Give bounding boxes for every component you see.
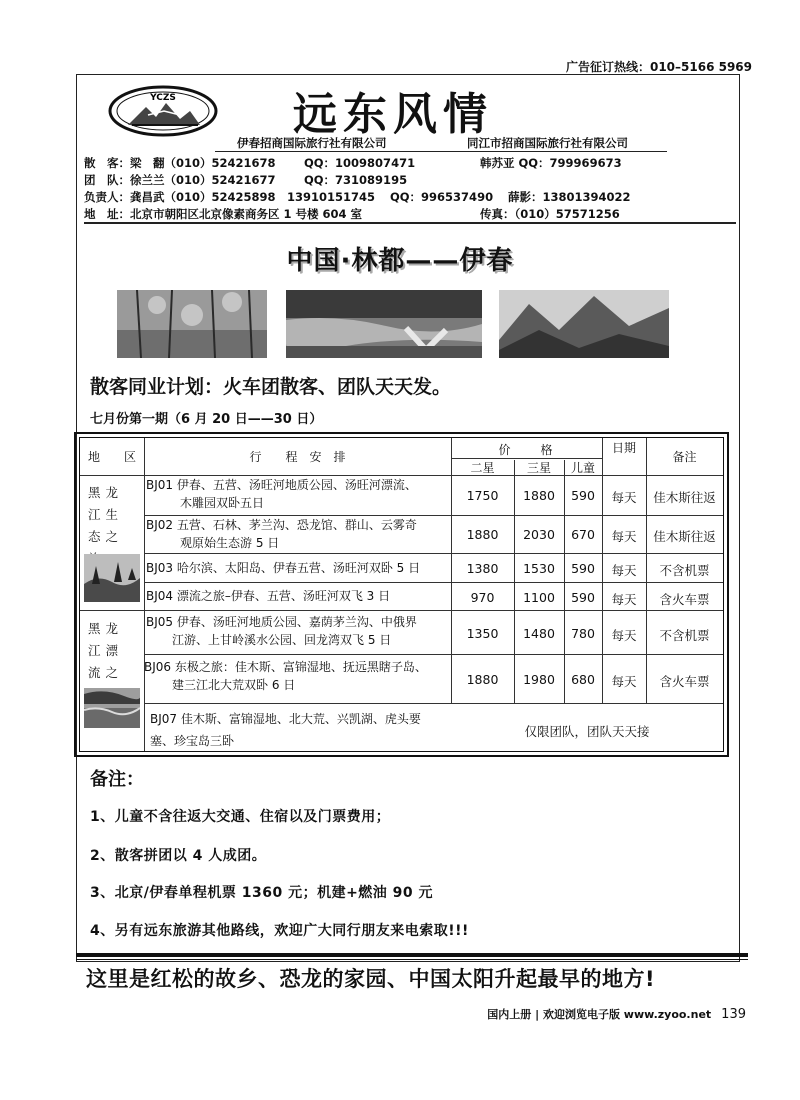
- contact-primary: 负责人：龚昌武（010）52425898 13910151745: [84, 190, 376, 204]
- row-note: 佳木斯往返: [653, 490, 716, 505]
- header-price: 价 格: [498, 443, 555, 457]
- departure-date: 每天: [611, 490, 637, 505]
- note-item: 1、儿童不含往返大交通、住宿以及门票费用；: [90, 809, 391, 825]
- itinerary-line: 建三江北大荒双卧 6 日: [172, 678, 296, 692]
- table-row: [146, 587, 450, 605]
- itinerary-line: BJ07 佳木斯、富锦湿地、北大荒、兴凯湖、虎头要: [150, 712, 421, 726]
- header-three-star: 三星: [526, 461, 551, 475]
- price-two-star: 1880: [466, 527, 499, 542]
- departure-date: 每天: [611, 592, 637, 607]
- river-photo: [286, 290, 482, 358]
- departure-date: 每天: [611, 674, 637, 689]
- row-note: 不含机票: [659, 628, 710, 643]
- price-child: 680: [571, 672, 595, 687]
- brand-title: 远东风情: [293, 89, 493, 140]
- group-only-note: 仅限团队，团队天天接: [524, 724, 650, 739]
- company-name-2: 同江市招商国际旅行社有限公司: [467, 136, 628, 150]
- itinerary-line: 江游、上甘岭溪水公园、回龙湾双飞 5 日: [172, 633, 392, 647]
- itinerary-line: 木雕园双卧五日: [180, 496, 265, 510]
- contact-address: 地 址：北京市朝阳区北京像素商务区 1 号楼 604 室: [84, 207, 363, 221]
- price-three-star: 1480: [523, 626, 555, 641]
- table-row: [146, 613, 450, 649]
- header-child: 儿童: [570, 461, 595, 475]
- price-child: 670: [571, 527, 595, 542]
- contact-qq: QQ：996537490: [390, 190, 494, 204]
- table-row: [146, 559, 450, 577]
- table-row: [144, 658, 450, 694]
- region-eco-tour: 黑龙江生态之: [88, 485, 124, 544]
- table-row: [146, 516, 450, 552]
- price-three-star: 1530: [523, 561, 555, 576]
- slogan-divider: [76, 953, 748, 957]
- rafting-tour-photo: [84, 688, 140, 728]
- price-two-star: 1880: [466, 672, 499, 687]
- itinerary-line: BJ04 漂流之旅–伊春、五营、汤旺河双飞 3 日: [146, 589, 391, 603]
- header-note: 备注: [672, 450, 697, 464]
- price-child: 780: [571, 626, 595, 641]
- itinerary-line: BJ05 伊春、汤旺河地质公园、嘉荫茅兰沟、中俄界: [146, 615, 417, 629]
- contact-qq: QQ：1009807471: [304, 156, 416, 170]
- contact-fax: 传真：（010）57571256: [480, 207, 620, 221]
- page-footer: [487, 1006, 746, 1022]
- itinerary-line: BJ06 东极之旅：佳木斯、富锦湿地、抚远黑瞎子岛、: [144, 660, 427, 674]
- contact-primary: 团 队：徐兰兰（010）52421677: [84, 173, 276, 187]
- price-three-star: 1100: [523, 590, 555, 605]
- notes-title: 备注：: [90, 769, 144, 790]
- contact-divider: [84, 222, 736, 224]
- contact-primary: 散 客：梁 翻（010）52421678: [84, 156, 276, 170]
- period-label: 七月份第一期（6 月 20 日——30 日）: [90, 412, 323, 427]
- header-itinerary: 行 程 安 排: [249, 450, 346, 464]
- itinerary-line: BJ02 五营、石林、茅兰沟、恐龙馆、群山、云雾奇: [146, 518, 417, 532]
- slogan: 这里是红松的故乡、恐龙的家园、中国太阳升起最早的地方!: [86, 967, 656, 991]
- itinerary-line: 塞、珍宝岛三卧: [150, 734, 235, 748]
- group-plan: 散客同业计划：火车团散客、团队天天发。: [90, 376, 452, 398]
- table-row: [146, 476, 450, 512]
- contact-extra: 薛影：13801394022: [508, 190, 631, 204]
- price-three-star: 1880: [523, 488, 555, 503]
- price-three-star: 2030: [523, 527, 555, 542]
- itinerary-table: [79, 437, 724, 752]
- table-row: [150, 708, 450, 752]
- row-note: 含火车票: [659, 592, 710, 607]
- header-region: 地 区: [87, 450, 136, 464]
- page-number: 139: [721, 1007, 746, 1022]
- header-date: 日期: [611, 441, 636, 455]
- company-name-1: 伊春招商国际旅行社有限公司: [237, 136, 387, 150]
- itinerary-line: BJ01 伊春、五营、汤旺河地质公园、汤旺河漂流、: [146, 478, 417, 492]
- itinerary-line: 观原始生态游 5 日: [180, 536, 280, 550]
- price-two-star: 1350: [466, 626, 499, 641]
- header-two-star: 二星: [470, 461, 495, 475]
- headline: 中国·林都——伊春: [286, 246, 514, 276]
- contact-qq: QQ：731089195: [304, 173, 408, 187]
- departure-date: 每天: [611, 628, 637, 643]
- region-rafting-tour: 黑龙江漂流之: [88, 621, 124, 680]
- logo-text: YCZS: [150, 93, 176, 103]
- slogan-divider: [76, 959, 748, 960]
- itinerary-line: BJ03 哈尔滨、太阳岛、伊春五营、汤旺河双卧 5 日: [146, 561, 421, 575]
- ad-hotline: 广告征订热线：010–5166 5969: [565, 60, 752, 74]
- price-two-star: 1380: [466, 561, 499, 576]
- footer-text: 国内上册 | 欢迎浏览电子版 www.zyoo.net: [487, 1008, 712, 1021]
- note-item: 4、另有远东旅游其他路线，欢迎广大同行朋友来电索取!!!: [90, 923, 469, 939]
- price-two-star: 970: [470, 590, 495, 605]
- price-child: 590: [571, 590, 595, 605]
- mountain-photo: [499, 290, 669, 358]
- row-note: 含火车票: [659, 674, 710, 689]
- price-three-star: 1980: [523, 672, 555, 687]
- contact-extra: 韩苏亚 QQ：799969673: [480, 156, 622, 170]
- row-note: 不含机票: [659, 563, 710, 578]
- note-item: 3、北京/伊春单程机票 1360 元；机建+燃油 90 元: [90, 885, 434, 901]
- departure-date: 每天: [611, 529, 637, 544]
- price-two-star: 1750: [466, 488, 499, 503]
- row-note: 佳木斯往返: [653, 529, 716, 544]
- price-child: 590: [571, 488, 595, 503]
- price-child: 590: [571, 561, 595, 576]
- forest-photo: [117, 290, 267, 358]
- company-line: [215, 134, 667, 152]
- eco-tour-photo: [84, 554, 140, 602]
- note-item: 2、散客拼团以 4 人成团。: [90, 848, 267, 864]
- company-logo: [108, 85, 218, 137]
- departure-date: 每天: [611, 563, 637, 578]
